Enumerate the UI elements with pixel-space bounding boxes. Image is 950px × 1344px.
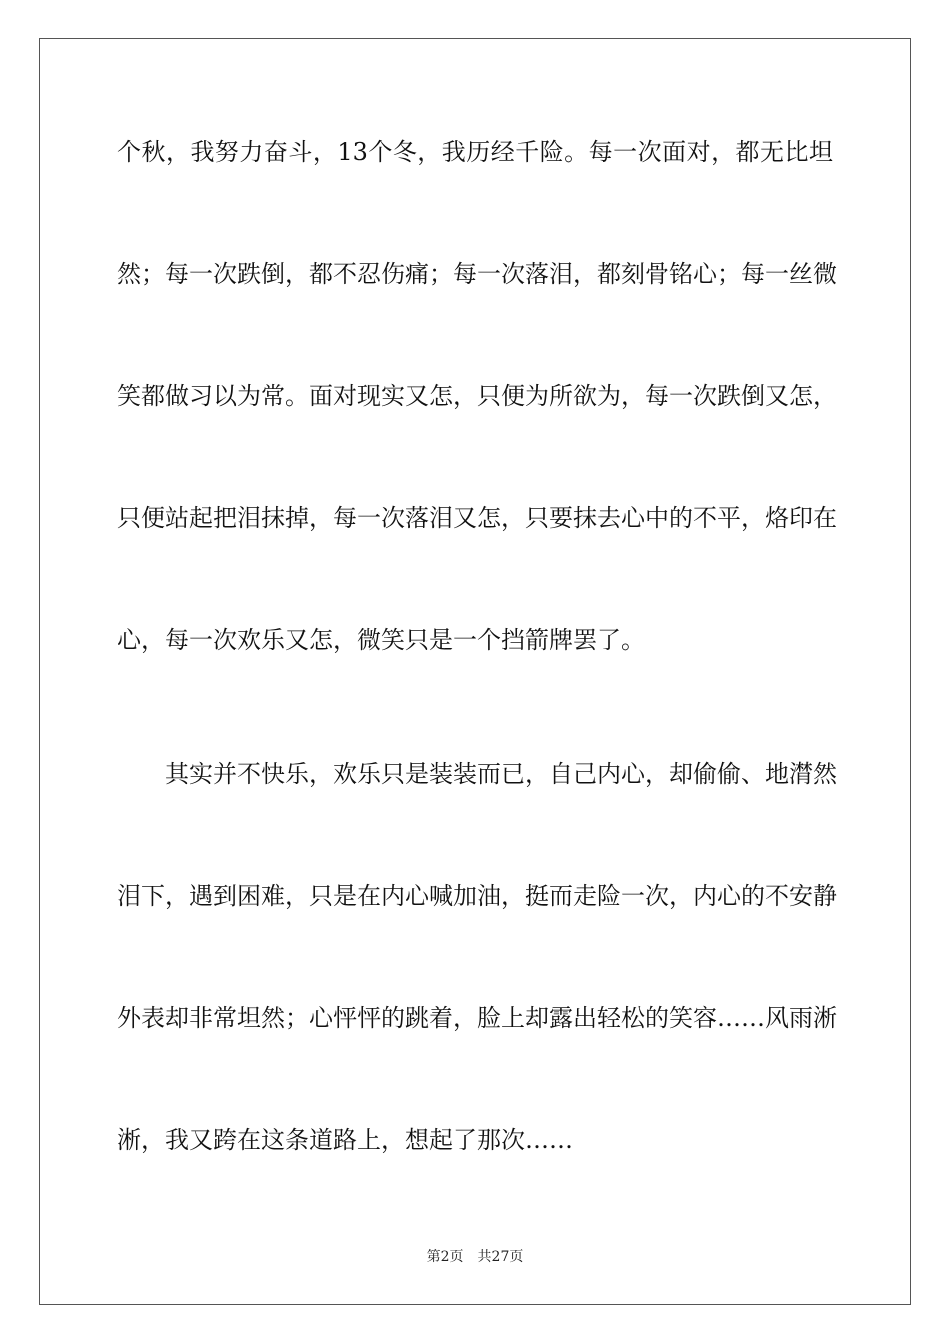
page-number: 第2页: [426, 1249, 464, 1265]
page-total: 共27页: [477, 1249, 524, 1265]
body-line-7: 泪下，遇到困难，只是在内心喊加油，挺而走险一次，内心的不安静: [117, 882, 837, 910]
body-line-3: 笑都做习以为常。面对现实又怎，只便为所欲为，每一次跌倒又怎，: [117, 382, 837, 410]
page-border: [39, 38, 911, 1305]
body-line-8: 外表却非常坦然；心怦怦的跳着，脸上却露出轻松的笑容……风雨淅: [117, 1004, 837, 1032]
body-line-9: 淅，我又跨在这条道路上，想起了那次……: [117, 1126, 573, 1154]
page-footer: [0, 1248, 950, 1266]
body-line-2: 然；每一次跌倒，都不忍伤痛；每一次落泪，都刻骨铭心；每一丝微: [117, 260, 837, 288]
body-line-1: 个秋，我努力奋斗，13个冬，我历经千险。每一次面对，都无比坦: [117, 138, 833, 166]
body-line-4: 只便站起把泪抹掉，每一次落泪又怎，只要抹去心中的不平，烙印在: [117, 504, 837, 532]
body-line-5: 心，每一次欢乐又怎，微笑只是一个挡箭牌罢了。: [117, 626, 645, 654]
body-line-6: 其实并不快乐，欢乐只是装装而已，自己内心，却偷偷、地潸然: [165, 760, 837, 788]
